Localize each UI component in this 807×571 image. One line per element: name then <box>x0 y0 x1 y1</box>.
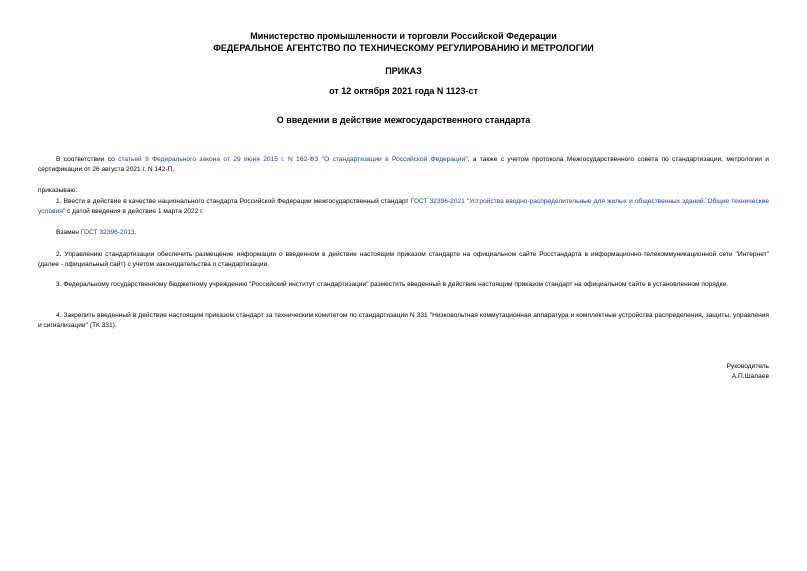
item-1-paragraph <box>38 197 769 217</box>
doc-type-heading: ПРИКАЗ <box>385 66 422 76</box>
intro-paragraph <box>38 155 769 175</box>
signature-title: Руководитель <box>726 363 769 370</box>
intro-text-post: , а также с учетом протокола Межгосударственного совета по стандартизации, метрологии и сертификации от 26 августа 2021 г. N 142-П, <box>38 156 769 173</box>
gost-2013-link[interactable]: ГОСТ 32396-2013 <box>80 229 135 236</box>
replace-text-pre: Взамен <box>56 229 81 236</box>
item-1-text-post: с датой введения в действие 1 марта 2022 г. <box>65 208 204 215</box>
order-word: приказываю: <box>38 187 78 194</box>
subject-heading: О введении в действие межгосударственного стандарта <box>276 115 531 125</box>
intro-text-pre: В соответствии со <box>56 156 119 163</box>
date-number-heading: от 12 октября 2021 года N 1123-ст <box>329 86 478 96</box>
replace-paragraph <box>38 228 769 238</box>
ministry-heading: Министерство промышленности и торговли Российской Федерации <box>250 31 557 41</box>
replace-text-post: . <box>134 229 137 236</box>
agency-heading: ФЕДЕРАЛЬНОЕ АГЕНТСТВО ПО ТЕХНИЧЕСКОМУ РЕГУЛИРОВАНИЮ И МЕТРОЛОГИИ <box>213 43 594 53</box>
item-1-text-pre: 1. Ввести в действие в качестве национального стандарта Российской Федерации межгосударственный стандарт <box>56 198 411 205</box>
gost-2021-link[interactable]: ГОСТ 32396-2021 "Устройства вводно-распределительные для жилых и общественных зданий. Общие технические условия" <box>38 198 769 215</box>
item-3-paragraph: 3. Федеральному государственному бюджетному учреждению "Российский институт стандартизации" разместить введенный в действие настоящим приказом стандарт на официальном сайте в установленном порядке. <box>56 281 729 288</box>
federal-law-link[interactable]: статьей 9 Федерального закона от 29 июня 2015 г. N 162-ФЗ "О стандартизации в Российской Федерации" <box>118 156 468 163</box>
item-2-paragraph: 2. Управлению стандартизации обеспечить размещение информации о введенном в действие настоящим приказом стандарте на официальном сайте Росстандарта в информационно-телекоммуникационной сети "Интернет" (далее - официальный сайт) с учетом законодательства о стандартизации. <box>38 251 769 268</box>
signature-name: А.П.Шалаев <box>731 373 769 380</box>
item-4-paragraph: 4. Закрепить введенный в действие настоящим приказом стандарт за техническим комитетом по стандартизации N 331 "Низковольтная коммутационная аппаратура и комплектные устройства распределения, защиты, управления и сигнализации" (ТК 331). <box>38 312 769 329</box>
